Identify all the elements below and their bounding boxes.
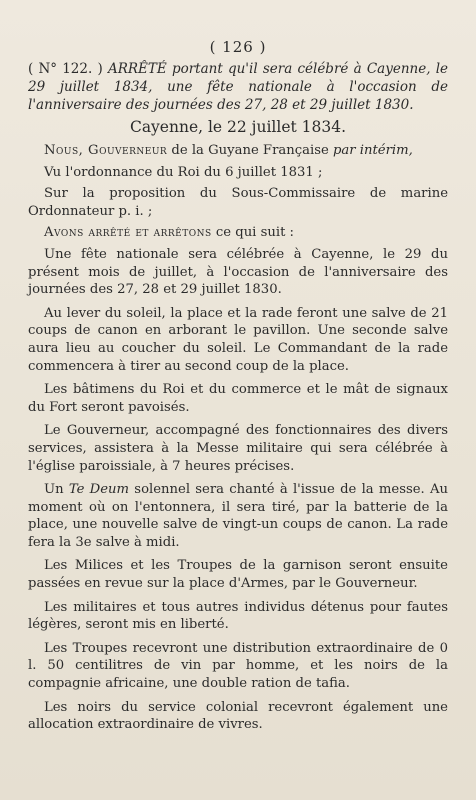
paragraph-5 (28, 481, 448, 551)
avons-rest: ce qui suit : (211, 225, 295, 241)
p5-rest: solennel sera chanté à l'issue de la messe. Au moment où on l'entonnera, il sera tiré, par la batterie de la place, une nouvelle salve de vingt-un coups de canon. La rade fera la 3e salve à midi. (28, 482, 448, 550)
paragraph-1: Une fête nationale sera célébrée à Cayenne, le 29 du présent mois de juillet, à l'occasion de l'anniversaire des journées des 27, 28 et 29 juillet 1830. (28, 246, 448, 298)
intro-end: par intérim, (332, 143, 413, 158)
decree-header (28, 60, 448, 114)
intro-middle: de la Guyane Française (167, 143, 333, 158)
paragraph-7: Les militaires et tous autres individus détenus pour fautes légères, seront mis en liberté. (28, 599, 448, 633)
paragraph-sur: Sur la proposition du Sous-Commissaire de marine Ordonnateur p. i. ; (28, 186, 448, 219)
decree-number: ( N° 122. ) (28, 61, 103, 77)
paragraph-vu: Vu l'ordonnance du Roi du 6 juillet 1831 ; (44, 164, 323, 180)
decree-title: ARRÊTÉ portant qu'il sera célébré à Cayenne, le 29 juillet 1834, une fête nationale à l'occasion de l'anniversaire des journées des 27, 28 et 29 juillet 1830. (28, 61, 448, 113)
p5-start: Un (44, 482, 69, 498)
avons-lead: Avons arrêté et arrêtons (44, 225, 212, 241)
page-number: ( 126 ) (209, 38, 267, 56)
intro-lead: Nous, Gouverneur (44, 143, 168, 158)
te-deum: Te Deum (68, 482, 130, 498)
intro-paragraph (28, 142, 448, 160)
paragraph-2: Au lever du soleil, la place et la rade feront une salve de 21 coups de canon en arborant le pavillon. Une seconde salve aura lieu au coucher du soleil. Le Commandant de la rade commencera à tirer au second coup de la place. (28, 305, 448, 374)
paragraph-3: Les bâtimens du Roi et du commerce et le mât de signaux du Fort seront pavoisés. (28, 382, 448, 415)
paragraph-8: Les Troupes recevront une distribution extraordinaire de 0 l. 50 centilitres de vin par homme, et les noirs de la compagnie africaine, une double ration de tafia. (28, 640, 448, 692)
paragraph-4: Le Gouverneur, accompagné des fonctionnaires des divers services, assistera à la Messe militaire qui sera célébrée à l'église paroissiale, à 7 heures précises. (28, 423, 448, 474)
dateline: Cayenne, le 22 juillet 1834. (129, 118, 347, 136)
paragraph-9: Les noirs du service colonial recevront également une allocation extraordinaire de vivres. (28, 699, 448, 733)
paragraph-6: Les Milices et les Troupes de la garnison seront ensuite passées en revue sur la place d'Armes, par le Gouverneur. (28, 558, 448, 592)
decree-body (28, 142, 448, 740)
paragraph-avons (28, 224, 448, 242)
